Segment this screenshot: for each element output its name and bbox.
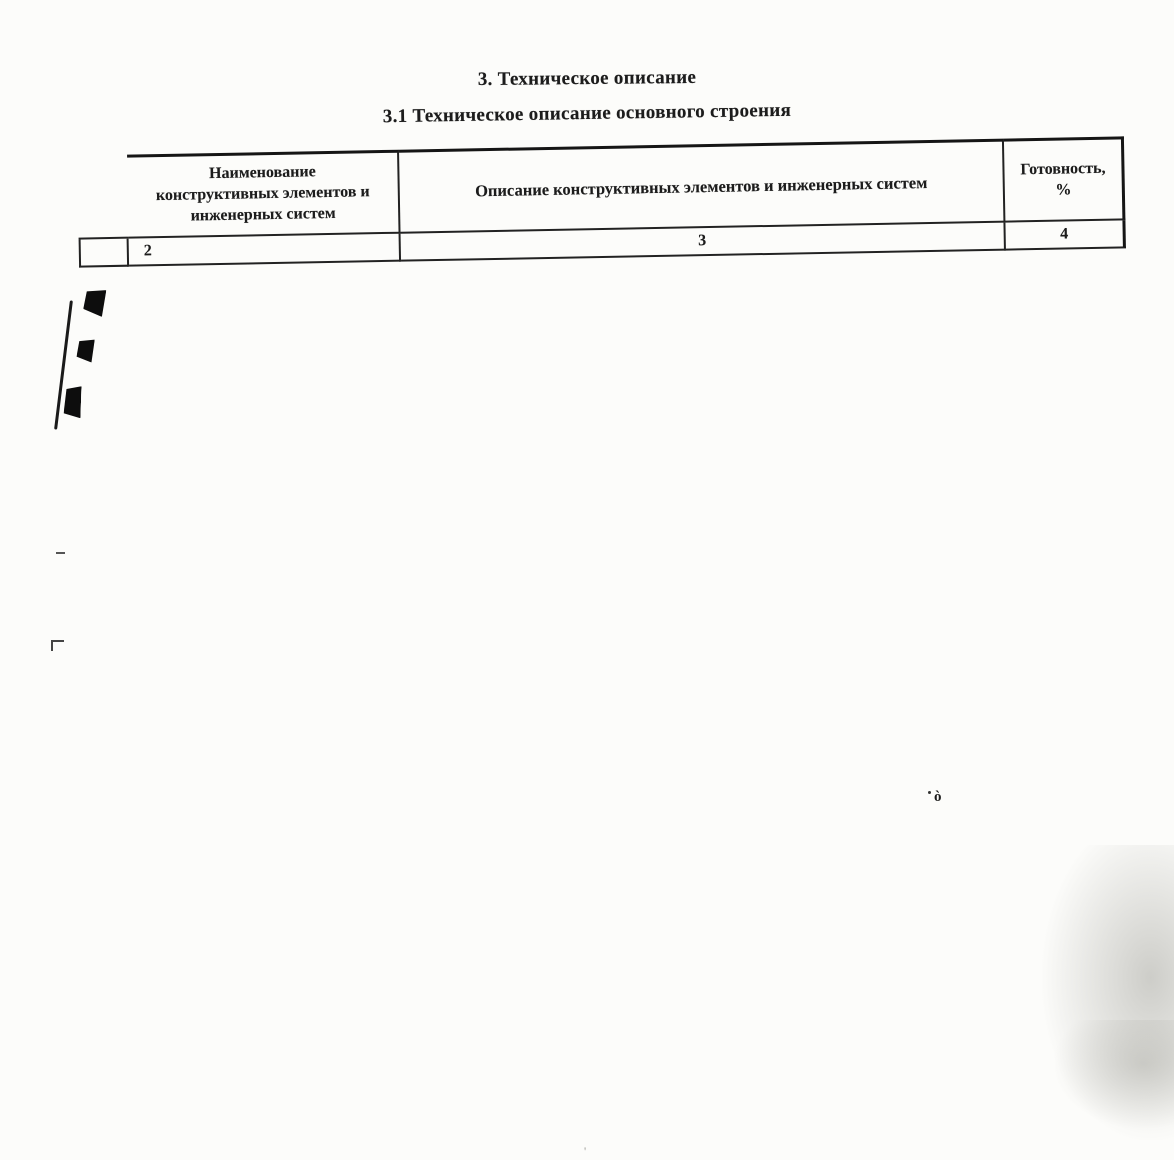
column-number-2: 2: [129, 234, 401, 267]
section-title: 3. Техническое описание: [477, 66, 697, 91]
page-curl-mark: [76, 337, 95, 362]
header-readiness-line2: %: [1055, 180, 1072, 199]
header-name-line1: Наименование: [208, 163, 316, 183]
header-cell-name: [127, 150, 400, 239]
ink-speck: [928, 791, 931, 794]
column-number-1: [79, 239, 130, 268]
page-curl-mark: [83, 288, 107, 317]
subsection-title: 3.1 Техническое описание основного строения: [382, 99, 792, 128]
scan-shadow: [1052, 1020, 1174, 1130]
margin-mark: [51, 640, 64, 651]
column-number-4: 4: [1005, 220, 1125, 250]
column-number-3: 3: [401, 223, 1006, 262]
header-cell-number: [77, 155, 129, 240]
ink-speck: ': [584, 1144, 587, 1158]
technical-description-table: [77, 136, 1126, 267]
header-name-line3: инженерных систем: [190, 204, 336, 225]
margin-mark: [56, 552, 65, 554]
stray-ink-glyph: ò: [934, 789, 942, 805]
header-name-line2: конструктивных элементов и: [155, 183, 370, 205]
header-cell-readiness: [1004, 136, 1126, 222]
header-cell-description: Описание конструктивных элементов и инженерных систем: [399, 139, 1005, 234]
header-readiness-line1: Готовность,: [1020, 159, 1106, 179]
page-curl-mark: [63, 386, 81, 419]
